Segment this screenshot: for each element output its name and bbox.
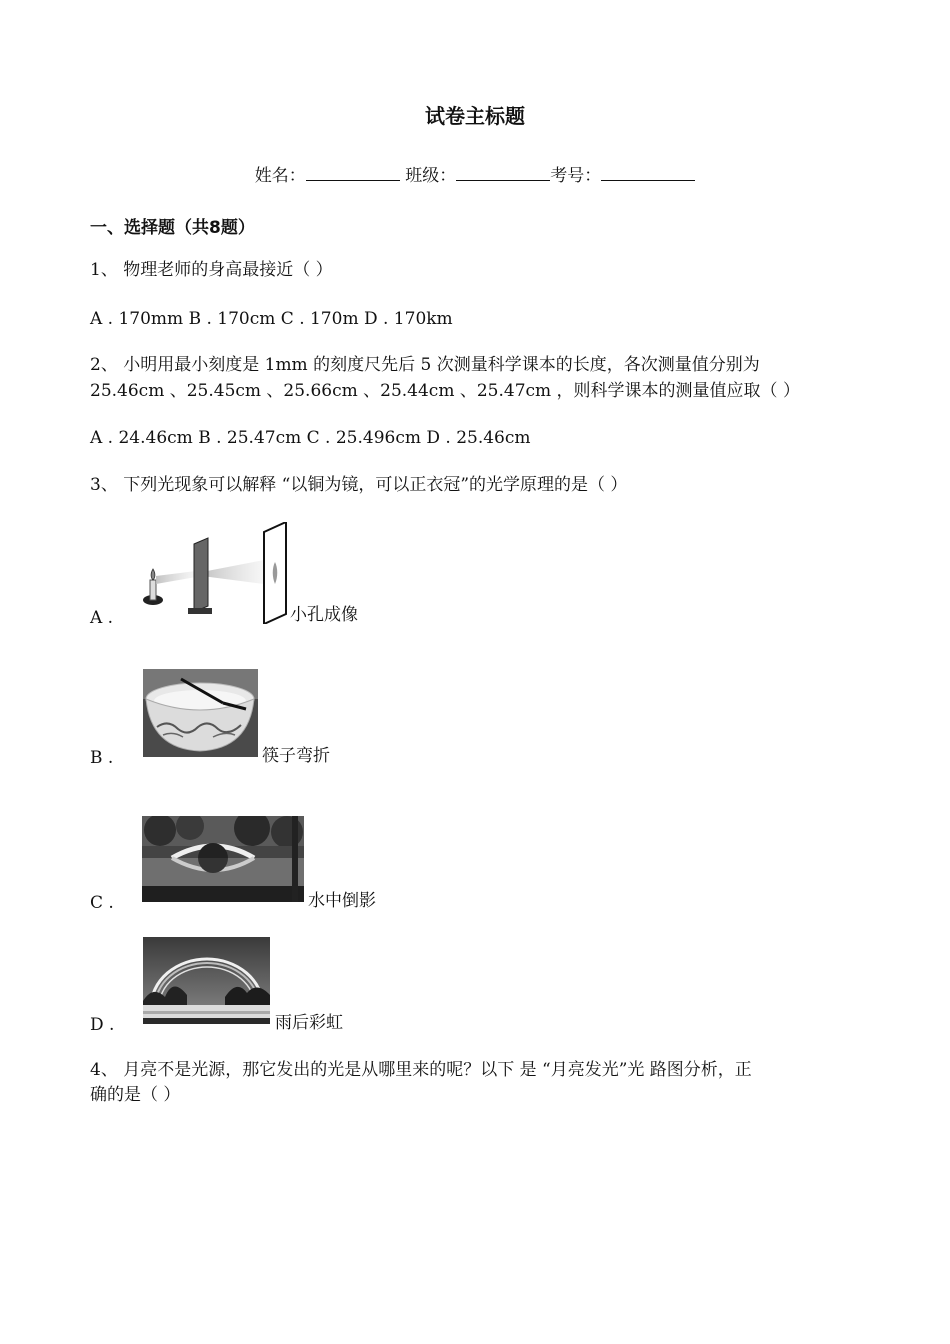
bent-chopsticks-image	[143, 669, 258, 757]
class-blank[interactable]	[456, 164, 550, 181]
q3-option-c-caption: 水中倒影	[308, 891, 376, 911]
name-blank[interactable]	[306, 164, 400, 181]
q3-option-c-letter: C .	[90, 893, 114, 913]
student-info-line	[0, 161, 950, 186]
id-label: 考号：	[550, 166, 602, 186]
q4-stem-line2: 确的是（ ）	[90, 1085, 181, 1105]
q3-option-b-letter: B .	[90, 748, 114, 768]
q3-option-d-caption: 雨后彩虹	[275, 1013, 343, 1033]
name-label: 姓名：	[254, 166, 306, 186]
water-reflection-image	[142, 816, 304, 902]
q3-stem: 3、 下列光现象可以解释 “以铜为镜，可以正衣冠”的光学原理的是（ ）	[90, 475, 628, 495]
rainbow-image	[143, 937, 270, 1024]
class-label: 班级：	[405, 166, 457, 186]
page-title: 试卷主标题	[425, 104, 525, 128]
q2-stem-line2: 25.46cm 、25.45cm 、25.66cm 、25.44cm 、25.47cm ，则科学课本的测量值应取（ ）	[90, 381, 800, 401]
q3-option-d-letter: D .	[90, 1015, 115, 1035]
pinhole-imaging-image	[140, 522, 290, 624]
section-heading: 一、选择题（共8题）	[90, 218, 255, 238]
q3-option-a-caption: 小孔成像	[290, 605, 358, 625]
q1-stem: 1、 物理老师的身高最接近（ ）	[90, 260, 333, 280]
q2-stem-line1: 2、 小明用最小刻度是 1mm 的刻度尺先后 5 次测量科学课本的长度，各次测量值分别为	[90, 355, 760, 375]
q3-option-b-caption: 筷子弯折	[262, 746, 330, 766]
id-blank[interactable]	[601, 164, 695, 181]
q3-option-a-letter: A .	[90, 608, 114, 628]
q2-options: A . 24.46cm B . 25.47cm C . 25.496cm D . 25.46cm	[90, 428, 531, 448]
q4-stem-line1: 4、 月亮不是光源，那它发出的光是从哪里来的呢？以下 是 “月亮发光”光 路图分析，正	[90, 1060, 752, 1080]
q1-options: A . 170mm B . 170cm C . 170m D . 170km	[90, 309, 453, 329]
